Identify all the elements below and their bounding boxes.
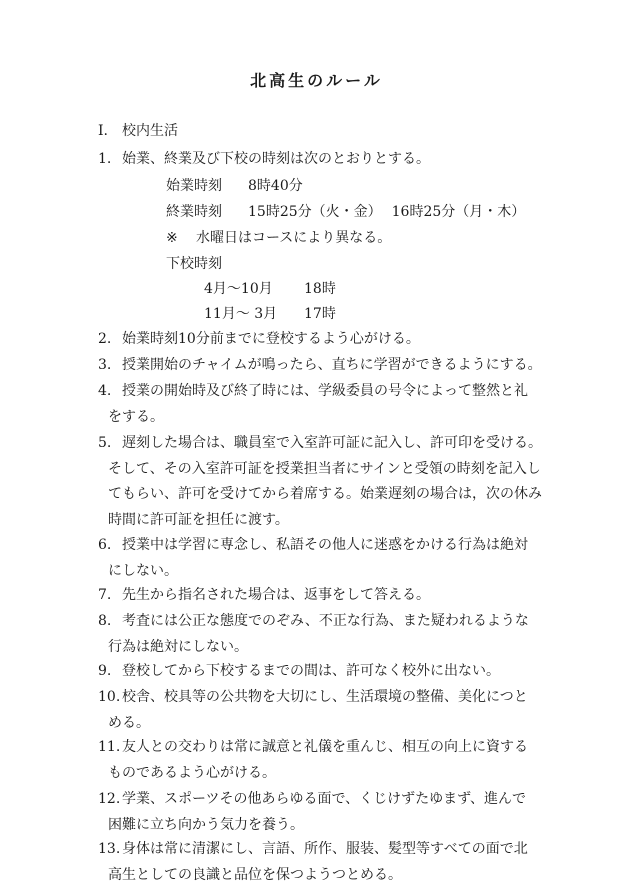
rule-number: 5. (98, 435, 112, 451)
rule-continuation (108, 866, 402, 884)
rule-text: そして、その入室許可証を授業担当者にサインと受領の時刻を記入し (108, 460, 541, 477)
rule-item (98, 382, 528, 400)
rule-text: 先生から指名された場合は、返事をして答える。 (122, 587, 430, 603)
rule-number: 7. (98, 587, 112, 603)
rule-continuation (108, 408, 164, 426)
section-number: Ⅰ. (98, 123, 108, 139)
rule-1 (98, 150, 430, 168)
end-time-row (166, 203, 525, 221)
rule-text: 時間に許可証を担任に渡す。 (108, 511, 289, 528)
rule-number: 6. (98, 537, 112, 553)
rule-continuation (108, 485, 542, 503)
rule-text: 授業開始のチャイムが鳴ったら、直ちに学習ができるようにする。 (122, 357, 542, 373)
leave-time-row (204, 305, 336, 323)
note-text: 水曜日はコースにより異なる。 (196, 230, 392, 246)
leave-months: 11月～ 3月 (204, 306, 278, 322)
rule-text: てもらい、許可を受けてから着席する。始業遅刻の場合は，次の休み (108, 486, 542, 502)
rule-text: 授業中は学習に専念し、私語その他人に迷惑をかける行為は絶対 (122, 537, 528, 553)
rule-item (98, 790, 526, 808)
rule-text: 身体は常に清潔にし、言語、所作、服装、髪型等すべての面で北 (122, 841, 528, 857)
rule-number: 2. (98, 331, 112, 347)
rule-text: 始業、終業及び下校の時刻は次のとおりとする。 (122, 151, 430, 167)
start-time-value: 8時40分 (248, 178, 303, 194)
rule-continuation (108, 562, 178, 580)
rule-continuation (108, 460, 541, 478)
rule-text: める。 (108, 714, 150, 731)
leave-time-row (204, 280, 336, 298)
rule-continuation (108, 511, 289, 529)
rule-number: 4. (98, 383, 112, 399)
rule-text: 考査には公正な態度でのぞみ、不正な行為、また疑われるような (122, 613, 529, 629)
rule-text: 遅刻した場合は、職員室で入室許可証に記入し、許可印を受ける。 (122, 435, 542, 451)
rule-continuation (108, 816, 304, 834)
rule-item (98, 586, 430, 604)
page-title: 北高生のルール (250, 71, 383, 90)
end-time-value-1: 15時25分（火・金） (248, 204, 382, 220)
note-mark: ※ (166, 230, 178, 246)
section-heading (98, 122, 178, 140)
rule-text: 友人との交わりは常に誠意と礼儀を重んじ、相互の向上に資する (122, 739, 528, 755)
rule-item (98, 688, 528, 706)
rule-text: 授業の開始時及び終了時には、学級委員の号令によって整然と礼 (122, 383, 528, 399)
rule-number: 10. (98, 689, 121, 705)
rule-text: 登校してから下校するまでの間は、許可なく校外に出ない。 (122, 663, 500, 679)
rule-item (98, 536, 528, 554)
rule-item (98, 840, 528, 858)
rule-continuation (108, 764, 276, 782)
rule-item (98, 434, 542, 452)
rule-number: 13. (98, 841, 121, 857)
rule-text: 学業、スポーツその他あらゆる面で、くじけずたゆまず、進んで (122, 791, 527, 807)
rule-text: 高生としての良識と品位を保つようつとめる。 (108, 866, 402, 883)
end-time-label: 終業時刻 (166, 204, 222, 220)
start-time-label: 始業時刻 (166, 178, 222, 194)
rule-continuation (108, 714, 150, 732)
rule-number: 11. (98, 739, 121, 755)
rule-text: 校舎、校具等の公共物を大切にし、生活環境の整備、美化につと (122, 689, 528, 705)
rule-item (98, 738, 528, 756)
rule-text: をする。 (108, 408, 164, 425)
note-row (166, 229, 391, 247)
rule-number: 9. (98, 663, 112, 679)
section-label: 校内生活 (122, 123, 178, 139)
rule-text: にしない。 (108, 562, 178, 579)
rule-item (98, 612, 529, 630)
rule-item (98, 356, 542, 374)
rule-text: 困難に立ち向かう気力を養う。 (108, 816, 304, 833)
rule-number: 12. (98, 791, 121, 807)
end-time-value-2: 16時25分（月・木） (391, 204, 526, 220)
rule-number: 1. (98, 151, 112, 167)
rule-text: 行為は絶対にしない。 (108, 638, 248, 655)
rule-number: 8. (98, 613, 112, 629)
rule-text: 始業時刻10分前までに登校するよう心がける。 (122, 331, 420, 347)
rule-item (98, 662, 500, 680)
leave-time-label: 下校時刻 (166, 256, 222, 272)
rule-item (98, 330, 420, 348)
rule-continuation (108, 638, 248, 656)
start-time-row (166, 177, 303, 195)
leave-time: 18時 (304, 281, 336, 297)
rule-number: 3. (98, 357, 112, 373)
leave-months: 4月～10月 (204, 281, 273, 297)
leave-time: 17時 (304, 306, 336, 322)
rule-text: ものであるよう心がける。 (108, 764, 276, 781)
